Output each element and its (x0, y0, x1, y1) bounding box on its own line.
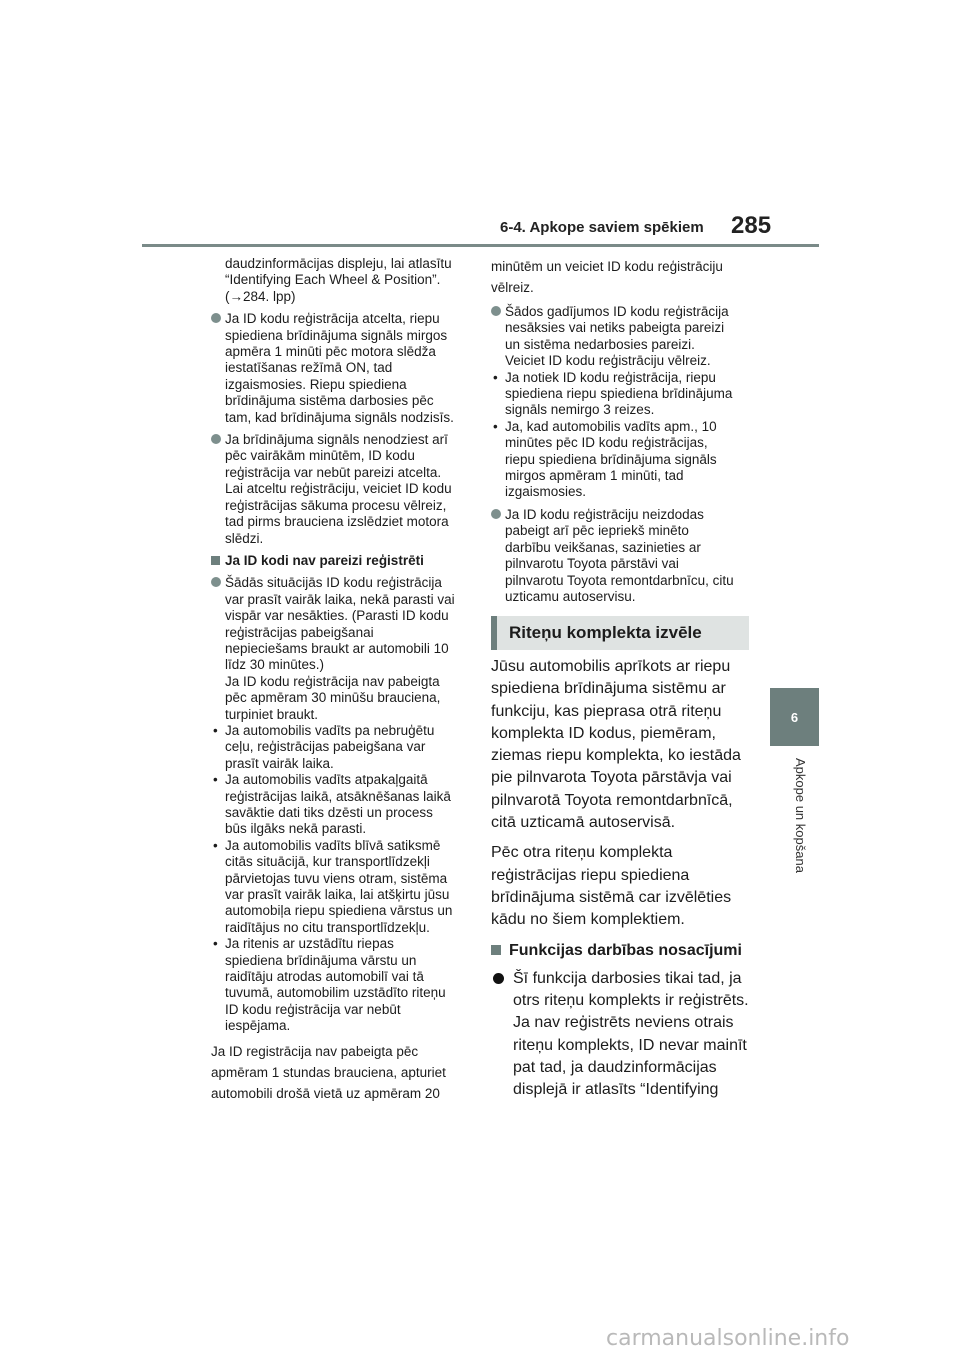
chapter-tab: 6 (770, 688, 819, 746)
subsection-heading-text: Ja ID kodi nav pareizi reģistrēti (225, 552, 424, 568)
bullet-dot-icon (493, 973, 504, 984)
sub-list-item: • Ja ritenis ar uzstādītu riepas spiediena brīdinājuma vārstu un raidītāju atrodas automobilī vai tā tuvumā, automobilim uzstādīto riteņu ID kodu reģistrācija var nebūt iespējama. (213, 936, 446, 1034)
left-column (211, 256, 471, 1110)
bullet-text: Šādās situācijās ID kodu reģistrācija var prasīt vairāk laika, nekā parasti vai vispār var nesākties. (Parasti ID kodu reģistrācijas pabeigšanai nepieciešams braukt ar automobili 10 līdz 30 minūtes.) Ja ID kodu reģistrācija nav pabeigta pēc apmēram 30 minūšu brauciena, turpiniet braukt. (225, 575, 455, 722)
bullet-text: Ja ID kodu reģistrāciju neizdodas pabeigt arī pēc iepriekš minēto darbību veikšanas, sazinieties ar pilnvarotu Toyota pārstāvi vai pilnvarotu Toyota remontdarbnīcu, citu uzticamu autoservisu. (505, 506, 734, 604)
page-number: 285 (731, 212, 772, 239)
square-marker-icon (211, 556, 220, 565)
subsection-heading (211, 553, 471, 569)
bullet-dot-icon (211, 313, 221, 323)
bullet-text: Ja ID kodu reģistrācija atcelta, riepu spiediena brīdinājuma signāls mirgos apmēra 1 minūti pēc motora slēdža iestatīšanas režīmā ON, tad izgaismosies. Riepu spiediena brīdinājuma sistēma darbosies pēc tam, kad brīdinājuma signāls nodzisīs. (225, 311, 454, 425)
list-item (491, 304, 761, 370)
bullet-text: Ja brīdinājuma signāls nenodziest arī pēc vairākām minūtēm, ID kodu reģistrācija var nebūt pareizi atcelta. Lai atceltu reģistrāciju, veiciet ID kodu reģistrācijas sākuma procesu vēlreiz, tad pirms brauciena izslēdziet motora slēdzi. (225, 432, 452, 546)
list-item (211, 432, 471, 547)
subsection-heading-text: Funkcijas darbības nosacījumi (509, 941, 742, 959)
list-item (211, 311, 471, 426)
chapter-label: Apkope un kopšana (793, 758, 808, 873)
bullet-dot-icon (491, 509, 501, 519)
sub-list-item: • Ja notiek ID kodu reģistrācija, riepu spiediena riepu spiediena brīdinājuma signāls nemirgo 3 reizes. (493, 369, 733, 418)
body-paragraph: Jūsu automobilis aprīkots ar riepu spiediena brīdinājuma sistēmu ar funkciju, kas pieprasa otrā riteņu komplekta ID kodus, piemēram, ziemas riepu komplekta, ko iestāda pie pilnvarota Toyota pārstāvja vai pilnvarotā Toyota remontdarbnīcā, citā uzticamā autoservisā. (491, 658, 741, 832)
sub-list-item: • Ja, kad automobilis vadīts apm., 10 minūtes pēc ID kodu reģistrācijas, riepu spiediena brīdinājuma signāls mirgos apmēram 1 minūti, tad izgaismosies. (493, 418, 717, 500)
list-item (491, 968, 761, 1102)
bullet-text: Šādos gadījumos ID kodu reģistrācija nesāksies vai netiks pabeigta pareizi un sistēma nedarbosies pareizi. Veiciet ID kodu reģistrāciju vēlreiz. (505, 304, 729, 369)
header-section-title: 6-4. Apkope saviem spēkiem (500, 219, 704, 236)
body-paragraph: Pēc otra riteņu komplekta reģistrācijas riepu spiediena brīdinājuma sistēmā car izvēlēties kādu no šiem komplektiem. (491, 844, 732, 929)
sub-list-item: • Ja automobilis vadīts atpakaļgaitā reģistrācijas laikā, atsāknēšanas laikā savāktie dati tiks dzēsti un process būs ilgāks nekā parasti. (213, 772, 451, 837)
bullet-dot-icon (491, 306, 501, 316)
subsection-heading (491, 940, 761, 962)
closing-paragraph: Ja ID registrācija nav pabeigta pēc apmēram 1 stundas brauciena, apturiet automobili drošā vietā uz apmēram 20 (211, 1043, 446, 1101)
section-title-box: Riteņu komplekta izvēle (491, 616, 749, 650)
continued-text: minūtēm un veiciet ID kodu reģistrāciju vēlreiz. (491, 259, 723, 295)
watermark: carmanualsonline.info (606, 1326, 850, 1351)
sub-list-item: • Ja automobilis vadīts blīvā satiksmē citās situācijā, kur transportlīdzekļi pārvietojas tuvu viens otram, sistēma var prasīt vairāk laika, lai atšķirtu jūsu automobiļa riepu spiediena vārstus un raidītājus no citu transportlīdzekļu. (213, 837, 453, 935)
bullet-text: Šī funkcija darbosies tikai tad, ja otrs riteņu komplekts ir reģistrēts. Ja nav reģistrēts neviens otrais riteņu komplekts, ID nevar mainīt pat tad, ja daudzinformācijas displejā ir atlasīts “Identifying (513, 969, 749, 1099)
bullet-dot-icon (211, 434, 221, 444)
sub-list-item: • Ja automobilis vadīts pa nebruģētu ceļu, reģistrācijas pabeigšana var prasīt vairāk laika. (213, 722, 435, 771)
list-item (491, 507, 761, 605)
bullet-dot-icon (211, 577, 221, 587)
square-marker-icon (491, 945, 501, 955)
section-body (491, 656, 761, 1102)
right-column (491, 256, 761, 611)
continued-text: daudzinformācijas displeju, lai atlasītu “Identifying Each Wheel & Position”. (→284. lpp) (225, 256, 452, 304)
header-rule (142, 244, 819, 247)
list-item (211, 575, 471, 723)
